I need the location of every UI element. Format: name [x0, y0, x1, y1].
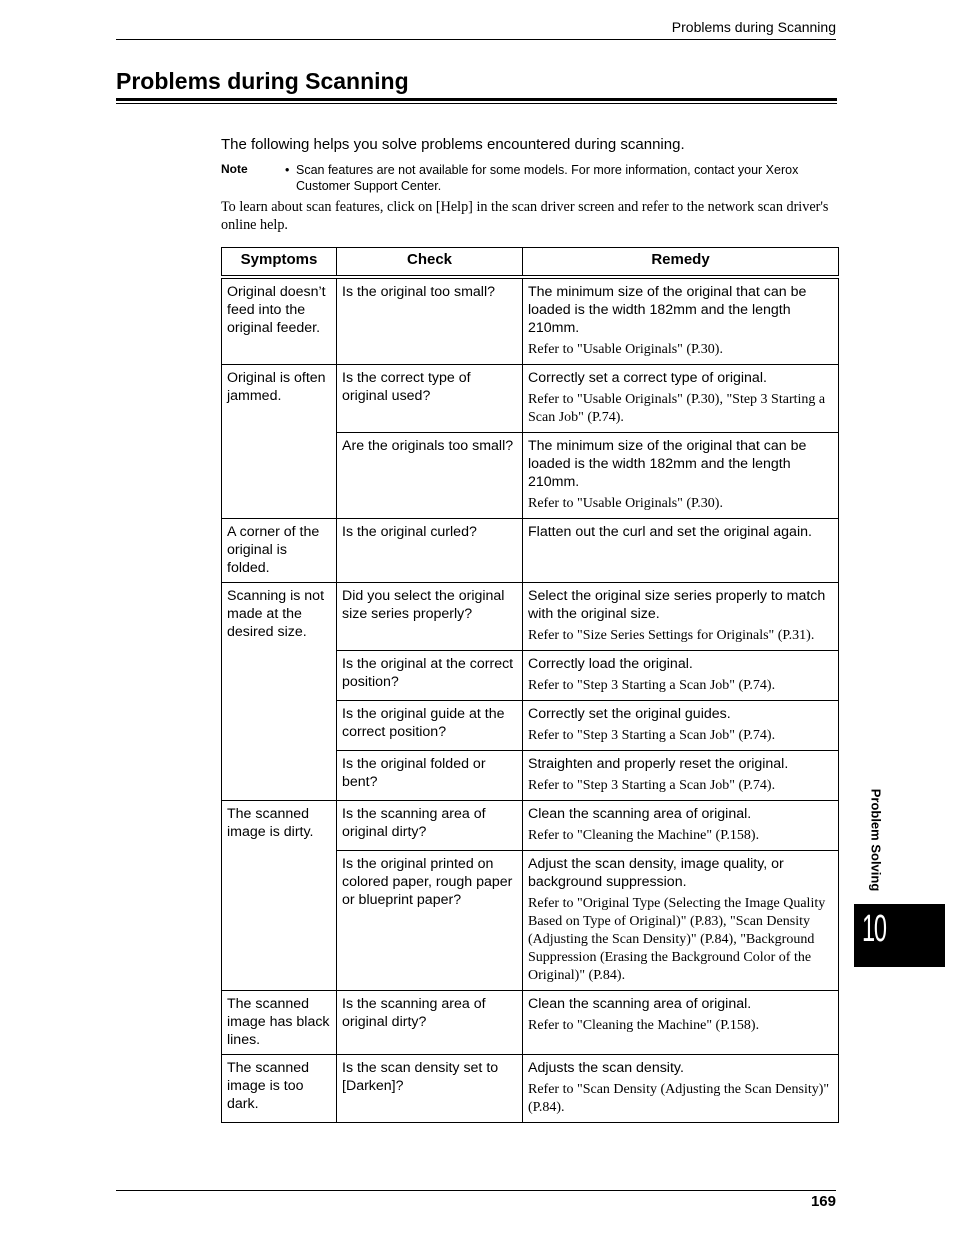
header-remedy: Remedy: [523, 248, 839, 278]
remedy-text: Correctly set the original guides.: [528, 706, 731, 722]
remedy-text: Select the original size series properly to match with the original size.: [528, 588, 826, 622]
note-text: Scan features are not available for some models. For more information, contact your Xerox Customer Support Center.: [296, 163, 799, 193]
troubleshooting-table: [221, 247, 839, 1123]
reference-text: Refer to "Size Series Settings for Originals" (P.31).: [528, 628, 815, 643]
remedy-text: Straighten and properly reset the original.: [528, 756, 789, 772]
chapter-number: 10: [862, 908, 886, 950]
remedy-text: Flatten out the curl and set the original again.: [528, 524, 812, 540]
symptom-cell: Original doesn’t feed into the original feeder.: [222, 277, 337, 365]
chapter-tab: [854, 904, 945, 967]
remedy-cell: [523, 433, 839, 519]
remedy-cell: [523, 991, 839, 1055]
check-cell: Are the originals too small?: [337, 433, 523, 519]
check-cell: Is the original curled?: [337, 519, 523, 583]
remedy-cell: [523, 651, 839, 701]
page-title: Problems during Scanning: [116, 68, 409, 94]
remedy-cell: [523, 519, 839, 583]
remedy-text: Clean the scanning area of original.: [528, 806, 752, 822]
remedy-text: The minimum size of the original that can be loaded is the width 182mm and the length 210mm.: [528, 438, 807, 490]
remedy-text: Adjust the scan density, image quality, or background suppression.: [528, 856, 784, 890]
symptom-cell: The scanned image is dirty.: [222, 801, 337, 991]
check-cell: Is the original folded or bent?: [337, 751, 523, 801]
side-tab-label: Problem Solving: [868, 788, 884, 892]
reference-text: Refer to "Scan Density (Adjusting the Scan Density)" (P.84).: [528, 1082, 830, 1115]
table-row: [222, 277, 839, 365]
check-cell: Is the original at the correct position?: [337, 651, 523, 701]
reference-text: Refer to "Step 3 Starting a Scan Job" (P.74).: [528, 678, 776, 693]
check-cell: Is the original too small?: [337, 277, 523, 365]
remedy-text: The minimum size of the original that can be loaded is the width 182mm and the length 210mm.: [528, 284, 807, 336]
symptom-cell: Original is often jammed.: [222, 365, 337, 519]
table-body: [222, 277, 839, 1123]
remedy-cell: [523, 277, 839, 365]
intro-text: The following helps you solve problems encountered during scanning.: [221, 136, 685, 153]
reference-text: Refer to "Usable Originals" (P.30).: [528, 342, 723, 357]
check-cell: Is the original printed on colored paper, rough paper or blueprint paper?: [337, 851, 523, 991]
running-header: Problems during Scanning: [671, 19, 836, 35]
remedy-cell: [523, 851, 839, 991]
remedy-text: Adjusts the scan density.: [528, 1060, 684, 1076]
symptom-cell: A corner of the original is folded.: [222, 519, 337, 583]
check-cell: Is the correct type of original used?: [337, 365, 523, 433]
table-row: [222, 801, 839, 851]
reference-text: Refer to "Cleaning the Machine" (P.158).: [528, 828, 760, 843]
reference-text: Refer to "Usable Originals" (P.30), "Step 3 Starting a Scan Job" (P.74).: [528, 392, 826, 425]
note-text-block: [285, 162, 840, 194]
reference-text: Refer to "Original Type (Selecting the Image Quality Based on Type of Original)" (P.83), "Scan Density (Adjusting the Scan Density)" (P.84), "Background Suppression (Erasing the Background Color of the Original)" (P.84).: [528, 896, 826, 983]
reference-text: Refer to "Usable Originals" (P.30).: [528, 496, 723, 511]
page-number: 169: [810, 1193, 836, 1210]
table-header-row: [222, 248, 839, 278]
title-rule-thin: [116, 103, 837, 104]
remedy-cell: [523, 1055, 839, 1123]
remedy-cell: [523, 751, 839, 801]
table-row: [222, 519, 839, 583]
reference-text: Refer to "Cleaning the Machine" (P.158).: [528, 1018, 760, 1033]
symptom-cell: The scanned image has black lines.: [222, 991, 337, 1055]
check-cell: Did you select the original size series properly?: [337, 583, 523, 651]
remedy-text: Correctly set a correct type of original.: [528, 370, 767, 386]
header-symptoms: Symptoms: [222, 248, 337, 278]
title-rule: [116, 98, 837, 101]
reference-text: Refer to "Step 3 Starting a Scan Job" (P.74).: [528, 778, 776, 793]
check-cell: Is the scanning area of original dirty?: [337, 801, 523, 851]
symptom-cell: The scanned image is too dark.: [222, 1055, 337, 1123]
footer-rule: [116, 1190, 836, 1191]
help-paragraph: To learn about scan features, click on [Help] in the scan driver screen and refer to the network scan driver's online help.: [221, 199, 829, 233]
table-row: [222, 365, 839, 433]
remedy-text: Clean the scanning area of original.: [528, 996, 752, 1012]
remedy-text: Correctly load the original.: [528, 656, 693, 672]
table-row: [222, 583, 839, 651]
header-rule: [116, 39, 836, 40]
check-cell: Is the scan density set to [Darken]?: [337, 1055, 523, 1123]
bullet-icon: •: [285, 163, 290, 177]
table-row: [222, 991, 839, 1055]
check-cell: Is the original guide at the correct position?: [337, 701, 523, 751]
symptom-cell: Scanning is not made at the desired size.: [222, 583, 337, 801]
header-check: Check: [337, 248, 523, 278]
remedy-cell: [523, 801, 839, 851]
note-label: Note: [221, 162, 248, 176]
table-row: [222, 1055, 839, 1123]
reference-text: Refer to "Step 3 Starting a Scan Job" (P.74).: [528, 728, 776, 743]
check-cell: Is the scanning area of original dirty?: [337, 991, 523, 1055]
remedy-cell: [523, 583, 839, 651]
remedy-cell: [523, 365, 839, 433]
remedy-cell: [523, 701, 839, 751]
